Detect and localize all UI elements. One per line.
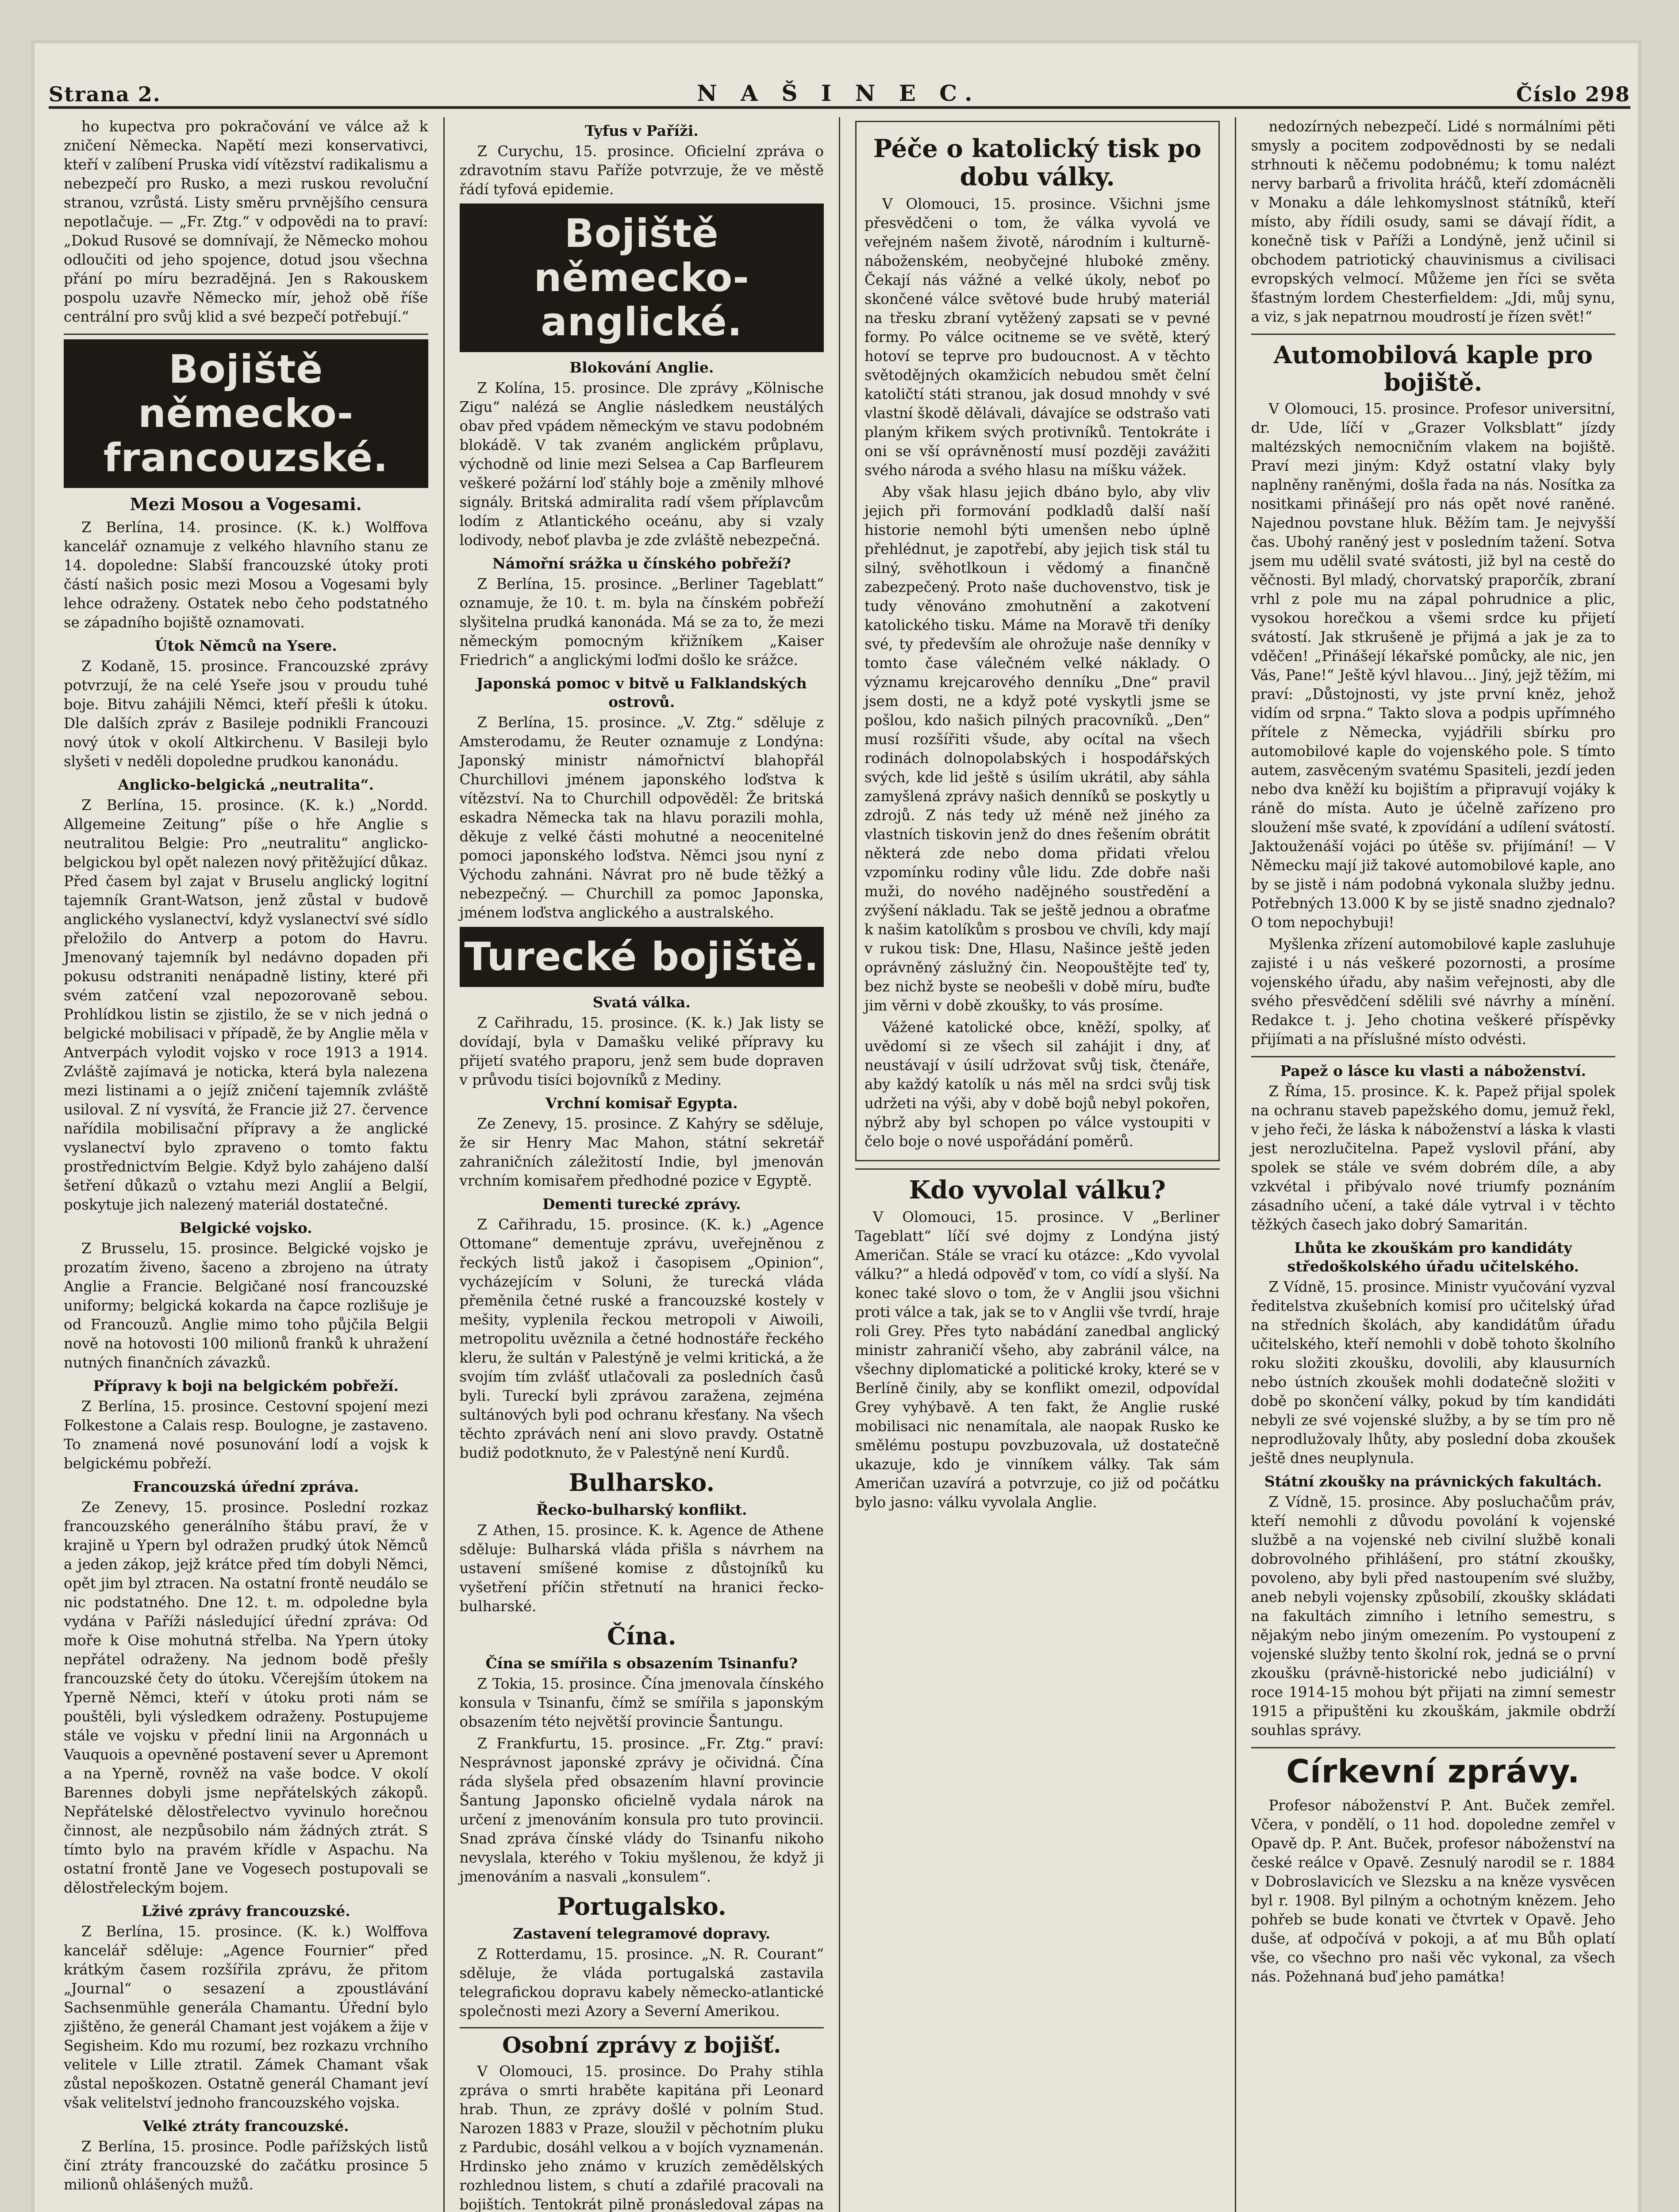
article-text: Z Berlína, 15. prosince. „Berliner Tageblatt“ oznamuje, že 10. t. m. byla na čínském pobřeží slyšitelna prudká kanonáda. Má se za to, že mezi německým pomocným křižníkem „Kaiser Friedrich“ a anglickými loďmi došlo ke srážce. xyxy=(459,576,824,668)
article-text: V Olomouci, 15. prosince. Do Prahy stihla zpráva o smrti hraběte kapitána při Leonard hrab. Thun, ze zprávy došlé v polním Stud. Narozen 1883 v Praze, sloužil v pěchotním pluku z Pardubic, dosáhl velkou a v bojích vyznamenán. Hrdinsko jeho známo v kruzích zemědělských rozhlednou listem, s chutí a zdařilé pracovali na bojištích. Tentokrát pilně pronásledoval zápas na xyxy=(459,2063,824,2212)
article-title: Papež o lásce ku vlasti a náboženství. xyxy=(1280,1062,1587,1079)
article-text: Z Berlína, 15. prosince. Cestovní spojení mezi Folkestone a Calais resp. Boulogne, je zastaveno. To znamená nové posunování lodí a vojsk k belgickému pobřeží. xyxy=(64,1398,428,1472)
article-title: Japonská pomoc v bitvě u Falklandských ostrovů. xyxy=(476,675,807,710)
article-title: Belgické vojsko. xyxy=(179,1219,312,1237)
article-text: Z Rotterdamu, 15. prosince. „N. R. Courant“ sděluje, že vláda portugalská zastavila telegrafickou dopravu kabely německo-atlantické společnosti mezi Azory a Severní Amerikou. xyxy=(459,1946,824,2020)
column-2 xyxy=(445,117,841,2212)
article-title: Dementi turecké zprávy. xyxy=(542,1195,741,1213)
article-text: Myšlenka zřízení automobilové kaple zasluhuje zajisté i u nás veškeré pozornosti, a prosíme vojenského úřadu, aby našim veřejnosti, aby dle svého přesvědčení sdělili své návrhy a mínění. Redakce t. j. Jeho chotina veškeré příspěvky přijímati a na příslušné místo odvésti. xyxy=(1251,936,1615,1048)
article-text: Z Berlína, 15. prosince. Podle pařížských listů činí ztráty francouzské do začátku prosince 5 milionů ohlášených mužů. xyxy=(64,2138,428,2193)
article-text: V Olomouci, 15. prosince. Všichni jsme přesvědčeni o tom, že válka vyvolá ve veřejném našem životě, národním i kulturně-náboženském, neobyčejné hluboké změny. Čekají nás vážné a velké úkoly, neboť po skončené válce světové bude hrubý materiál na třesku zbraní vytěžený zapsati se v pevné formy. Po válce ocitneme se ve světě, který hotoví se teprve pro budoucnost. A v těchto světodějných okamžicích nebudou smět čelní katoličtí státi stranou, jak dosud mnohdy v své vlastní škodě dělávali, dávajíce se odstrašo vati planým křikem svých protivníků. Tentokráte i oni se vší oprávněností musí později zavážiti svého národa a svého hlasu na míšku vážek. xyxy=(864,196,1210,479)
article-title: Státní zkoušky na právnických fakultách. xyxy=(1264,1473,1602,1490)
section-heading: Turecké bojiště. xyxy=(460,927,824,987)
article-headline: Automobilová kaple pro bojiště. xyxy=(1273,341,1593,396)
article-text: Z Berlína, 14. prosince. (K. k.) Wolffova kancelář oznamuje z velkého hlavního stanu ze 14. dopoledne: Slabší francouzské útoky proti částí našich posic mezi Mosou a Vogesami byly lehce odraženy. Ostatek nebo čeho podstatného se západního bojiště oznamovati. xyxy=(64,519,428,631)
article-title: Svatá válka. xyxy=(592,994,691,1011)
article-text: Z Tokia, 15. prosince. Čína jmenovala čínského konsula v Tsinanfu, čímž se smířila s japonským obsazením této největší provincie Šantungu. xyxy=(459,1675,824,1730)
article-title: Námořní srážka u čínského pobřeží? xyxy=(492,555,791,572)
article-text: nedozírných nebezpečí. Lidé s normálními pěti smysly a pocitem zodpovědnosti by se nedali strhnouti k něčemu podobnému; k tomu nalézt nervy barbarů a frivolita hráčů, kteří zdomácněli v Monaku a dále lehkomyslnost státníků, kteří místo, aby řídili osudy, sami se dávají řídit, a konečně tisk v Paříži a Londýně, jenž učinil si obchodem patriotický chauvinismus a civilisaci evropských velmocí. Můžeme jen říci se světa šťastným lordem Chesterfieldem: „Jdi, můj synu, a viz, s jak nepatrnou moudrostí je řízen svět!“ xyxy=(1251,118,1615,325)
divider xyxy=(64,334,428,335)
masthead xyxy=(49,66,1630,109)
article-text: Z Athen, 15. prosince. K. k. Agence de Athene sděluje: Bulharská vláda přišla s návrhem na ustavení smíšené komise z důstojníků ku vyšetření příčin střetnutí na hranici řecko-bulharské. xyxy=(459,1522,824,1615)
column-4 xyxy=(1236,117,1631,2212)
article-text: Z Brusselu, 15. prosince. Belgické vojsko je prozatím živeno, šaceno a zbrojeno na útraty Anglie a Francie. Belgičané nosí francouzské uniformy; belgická kokarda na čapce rozlišuje je od Francouzů. Anglie mimo toho půjčila Belgii nově na hotovosti 100 milionů franků k uhražení nutných finančních závazků. xyxy=(64,1240,428,1371)
article-text: Profesor náboženství P. Ant. Buček zemřel. Včera, v pondělí, o 11 hod. dopoledne zemřel v Opavě dp. P. Ant. Buček, profesor náboženství na české reálce v Opavě. Zesnulý narodil se r. 1884 v Dobroslavicích ve Slezsku a na kněze vysvěcen byl r. 1908. Byl pilným a ochotným knězem. Jeho pohřeb se bude konati ve čtvrtek v Opavě. Jeho duše, ať odpočívá v pokoji, a ať mu Bůh oplatí vše, co všechno pro naši věc vykonal, za všech nás. Požehnaná buď jeho památka! xyxy=(1251,1797,1615,1985)
section-heading: Portugalsko. xyxy=(557,1892,726,1920)
article-text: Vážené katolické obce, kněží, spolky, ať uvědomí si ze všech sil zahájit i dny, ať neustávají v úsilí udržovat svůj tisk, čtenáře, aby každý katolík u nás měl na srdci svůj tisk udržeti na výši, aby v době bojů nebyl pokořen, nýbrž aby byl schopen po válce vystoupiti v čelo boje o nové uspořádání poměrů. xyxy=(864,1019,1210,1150)
divider xyxy=(1251,1056,1616,1057)
article-headline: Kdo vyvolal válku? xyxy=(909,1175,1166,1205)
article-title: Lživé zprávy francouzské. xyxy=(141,1902,350,1920)
article-text: ho kupectva pro pokračování ve válce až k zničení Německa. Napětí mezi konservativci, kteří v zalíbení Pruska vidí vítězství radikalismu a nebezpečí pro Rusko, a mezi ruskou revoluční stranou, vzrůstá. Listy směru prvnějšího censura nepotlačuje. — „Fr. Ztg.“ v odpovědi na to praví: „Dokud Rusové se domnívají, že Německo mohou odloučiti od jeho spojence, dotud jsou všechna přání po míru bezradějná. Jen s Rakouskem pospolu uzavře Německo mír, jehož obě říše centrální pro svůj klid a své bezpečí potřebují.“ xyxy=(64,118,428,325)
section-heading: Církevní zprávy. xyxy=(1286,1753,1580,1790)
issue-number: Číslo 298 xyxy=(1516,82,1630,106)
article-text: Aby však hlasu jejich dbáno bylo, aby vliv jejich při formování podkladů další naší historie nemohl býti umenšen nebo úplně přehlédnut, je zapotřebí, aby jejich tisk stál tu silný, svěhotlkoun i vědomý a finančně zabezpečený. Proto naše duchovenstvo, tisk je tudy věnováno zmohutnění a zakotvení katolického tisku. Máme na Moravě tři deníky své, ty především ale ohrožuje naše denníky v tomto čase válečném velké náklady. O významu krejcarového denníku „Dne“ pravil jsem dosti, ne a když poté vyskytli jsme se pošlou, kdo našich pilných pracovníků. „Den“ musí rozšířiti všude, aby ocítal na všech rodinách dolnopolabských i hospodářských svých, kde lid ještě s úsilím ukrátil, aby sáhla zamyšlená zprávy našich denníků se poskytly u zdrojů. Z nás tedy už méně než jiného za vlastních tiskovin jenž do dnes řešením obrátit některá zde nebo doma přidati vřelou vzpomínku rodiny vůle lidu. Zde dobře naši muži, do nového nadějného soustředění a zvýšení nákladu. Tak se ještě jednou a obraťme k našim katolíkům s prosbou ve chvíli, kdy mají v rukou tisk: Dne, Hlasu, Našince ještě jeden oprávněný záslužný čin. Neopouštějte teď ty, bez nichž byste se neobešli v době míru, buďte jim věrni v době zkoušky, to vás prosíme. xyxy=(864,484,1210,1014)
article-title: Francouzská úřední zpráva. xyxy=(133,1478,359,1495)
article-title: Blokování Anglie. xyxy=(569,359,714,376)
article-text: V Olomouci, 15. prosince. Profesor universitní, dr. Ude, líčí v „Grazer Volksblatt“ jízdy maltézských nemocničním vlakem na bojiště. Praví mezi jiným: Když ostatní vlaky byly naplněny raněnými, došla řada na nás. Nosítka za nositkami přinášejí pro nás opět nové raněné. Najednou povstane hluk. Běžím tam. Je nejvyšší čas. Ubohý raněný jest v posledním tažení. Sotva jsem mu udělil svaté svátosti, již byl na cestě do věčnosti. Byl mladý, chorvatský praporčík, zbraní vrhl z pole mu na zápal pohrudnice a plic, vysokou horečkou a všemi srdce ku přijetí svátostí. Jak stkrušeně je přijmá a jak je za to vděčen! „Přinášejí lékařské pomůcky, ale nic, jen Vás, Pane!“ Ještě kývl hlavou... Jiný, jejž těžím, mi praví: „Důstojnosti, vy jste první kněz, jehož vidím od srpna.“ Takto slova a podpis upřímného přítele z Německa, vyjádřili sbírku pro automobilové kaple do vojenského pole. S tímto autem, zasvěceným svatému Spasiteli, jezdí jeden nebo dva kněží ku bojištím a připravují vojáky k ráně do místa. Auto je účelně zařízeno pro sloužení mše svaté, k zpovídání a udílení svátostí. Jaktouženáší vojáci po útěše sv. přijímání! — V Německu mají již takové automobilové kaple, ano by se jistě i nám podobná vykonala služby jednu. Potřebných 13.000 K by se jistě snadno zjednalo? O tom nepochybuji! xyxy=(1251,400,1615,931)
article-text: Z Vídně, 15. prosince. Aby posluchačům práv, kteří nemohli z důvodu povolání k vojenské službě a na vojenské neb civilní službě konali dobrovolného přihlášení, pro státní zkoušky, povoleno, aby byli před nastoupením své služby, aneb nebyli vojensky způsobilí, zkoušky skládati na fakultách zimního i letního semestru, s nějakým nebo jiným omezením. Po vystoupení z vojenské služby tento školní rok, jedná se o první zkoušku (právně-historické nebo judiciální) v roce 1914-15 mohou být přijati na zimní semestr 1915 a připuštěni ku zkouškám, jakmile obdrží souhlas správy. xyxy=(1251,1494,1615,1739)
columns xyxy=(49,117,1630,2212)
article-text: Z Vídně, 15. prosince. Ministr vyučování vyzval ředitelstva zkušebních komisí pro učitelský úřad na středních školách, aby kandidátům úřadu učitelského, kteří nemohli v době tohoto školního roku složiti zkoušku, dovolili, aby klausurních nebo ústních zkoušek mohli dodatečně složiti v době po skončení války, pokud by tím kandidáti nebyli ze své vojenské služby, a by se tím pro ně neprodlužovaly lhůty, aby poslední doba zkoušek ještě dnes neuplynula. xyxy=(1251,1279,1615,1467)
article-text: V Olomouci, 15. prosince. V „Berliner Tageblatt“ líčí své dojmy z Londýna jistý Američan. Stále se vrací ku otázce: „Kdo vyvolal válku?“ a hledá odpověď v tom, co vídí a slyší. Na konec také slovo o tom, že v Anglii jsou všichni proti válce a tak, jak se to v Anglii vše tvrdí, hraje roli Grey. Přes tyto nabádání zanedbal anglický ministr zahraničí všeho, aby zabránil válce, na všechny diplomatické a politické kroky, které se v Berlíně činily, aby se konflikt omezil, odpovídal Grey vyhýbavě. A ten fakt, že Anglie ruské mobilisaci nic nenamítala, ale naopak Rusko ke smělému postupu povzbuzovala, už dostatečně ukazuje, kdo je vinníkem války. Tak sám Američan uzavírá a potvrzuje, co již od počátku bylo jasno: válku vyvolala Anglie. xyxy=(855,1209,1220,1511)
section-heading: Bojiště německo-francouzské. xyxy=(64,339,428,488)
section-heading: Bojiště německo-anglické. xyxy=(460,204,824,352)
column-1 xyxy=(49,117,445,2212)
article-text: Z Berlína, 15. prosince. (K. k.) Wolffova kancelář sděluje: „Agence Fournier“ před krátkým časem rozšířila zprávu, že přitom „Journal“ o sesazení a zpoustlávání Sachsenmühle generála Chamantu. Úřední bylo zjištěno, že generál Chamant jest vojákem a žije v Segisheim. Kdo mu rozumí, bez rozkazu vrchního velitele v Lille ztratil. Zámek Chamant však zůstal nepoškozen. Ostatně generál Chamant jeví však velitelství jednoho francouzského vojska. xyxy=(64,1923,428,2111)
section-heading: Čína. xyxy=(607,1622,676,1650)
article-title: Čína se smířila s obsazením Tsinanfu? xyxy=(485,1655,798,1672)
article-title: Anglicko-belgická „neutralita“. xyxy=(118,776,374,793)
article-text: Z Berlína, 15. prosince. (K. k.) „Nordd. Allgemeine Zeitung“ píše o hře Anglie s neutralitou Belgie: Pro „neutralitu“ anglicko-belgickou byl opět nalezen nový přitěžující důkaz. Před časem byl zajat v Bruselu anglický logitní tajemník Grant-Watson, jenž zůstal v budově anglického vyslanectví, když vyslanectví své sídlo přeložilo do Antverp a potom do Havru. Jmenovaný tajemník byl nedávno dopaden při pokusu odstraniti nenápadně listiny, které při svém zatčení vzal nepozorovaně sebou. Prohlídkou listin se zjistilo, že se v nich jedná o belgické mobilisaci v případě, že by Anglie měla v Antverpách vylodit vojsko v roce 1913 a 1914. Zvláště zajímavá je noticka, která byla nalezena mezi listinami a o jejíž zničení tajemník zvláště usiloval. Z ní vysvítá, že Francie již 27. července nařídila mobilisační přípravy a že anglické vyslanectví bylo zpraveno o tomto faktu prostřednictvím Belgie. Když bylo zahájeno další šetření důkazů o vztahu mezi Anglií a Belgií, poskytuje jich nalezený materiál dostatečné. xyxy=(64,797,428,1213)
section-heading: Bulharsko. xyxy=(569,1468,715,1497)
article-title: Zastavení telegramové dopravy. xyxy=(513,1925,771,1942)
article-text: Ze Zenevy, 15. prosince. Z Kahýry se sděluje, že sir Henry Mac Mahon, státní sekretář zahraničních záležitostí Indie, byl jmenován vrchním komisařem předhodné pozice v Egyptě. xyxy=(459,1115,824,1189)
article-title: Vrchní komisař Egypta. xyxy=(545,1094,738,1112)
article-title: Tyfus v Paříži. xyxy=(584,122,699,139)
divider xyxy=(855,1168,1220,1170)
article-headline: Péče o katolický tisk po dobu války. xyxy=(873,134,1202,192)
article-title: Řecko-bulharský konflikt. xyxy=(536,1501,747,1518)
article-box xyxy=(855,121,1220,1161)
article-text: Z Cařihradu, 15. prosince. (K. k.) „Agence Ottomane“ dementuje zprávu, uveřejněnou z řeckých listů jakož i časopisem „Opinion“, vycházejícím v Soluni, že turecká vláda přeměnila četné ruské a francouzské kostely v mešity, vyplenila řeckou metropoli v Aiwoili, metropolitu uvěznila a četné hodnostáře řeckého kleru, že sultán v Palestýně je velmi kritická, a že svojím tím zvlášť utlačovali za posledních časů byli. Tureckí byli zprávou zaražena, zejména sultánových byli pod ochranu křesťany. Na všech těchto zprávách není ani slovo pravdy. Ostatně budiž podotknuto, že v Palestýně není Kurdů. xyxy=(459,1216,824,1461)
article-text: Z Berlína, 15. prosince. „V. Ztg.“ sděluje z Amsterodamu, že Reuter oznamuje z Londýna: Japonský ministr námořnictví blahopřál Churchillovi jménem japonského loďstva k vítězství. Na to Churchill odpověděl: Že britská eskadra Německa tak na hlavu porazili mohla, děkuje z velké části mohutné a neocenitelné pomoci japonského loďstva. Němci jsou nyní z Východu zahnáni. Návrat pro ně bude těžký a nebezpečný. — Churchill za pomoc Japonska, jménem loďstva anglického a australského. xyxy=(459,714,824,921)
article-text: Z Curychu, 15. prosince. Oficielní zpráva o zdravotním stavu Paříže potvrzuje, že ve městě řádí tyfová epidemie. xyxy=(459,143,824,198)
article-text: Ze Zenevy, 15. prosince. Poslední rozkaz francouzského generálního štábu praví, že v krajině u Ypern byl odražen prudký útok Němců a jeden zákop, jejž krátce před tím dobyli Němci, opět jim byl ztracen. Na ostatní frontě neudálo se nic podstatného. Dne 12. t. m. odpoledne byla vydána v Paříži následující úřední zpráva: Od moře k Oise mohutná střelba. Na Ypern útoky nepřátel odraženy. Na jednom bodě přešly francouzské čety do útoku. Včerejším útokem na Yperně Němci, kteří v útoku proti nám se pouštěli, byli výsledkem odraženy. Postupujeme stále ve vojsku v přední linii na Argonnách u Vauquois a opevněné postavení sever u Apremont a na Yperně, rovněž na vaše bodce. V okolí Barennes dobyli jsme nepřátelských zákopů. Nepřátelské dělostřelectvo vyvinulo horečnou činnost, ale nezpůsobilo nám žádných ztrát. S tímto bylo na pravém křídle v Aspachu. Na ostatní frontě Jane ve Vogesech postupovali se dělostřeleckým bojem. xyxy=(64,1499,428,1896)
divider xyxy=(1251,334,1616,335)
page-label: Strana 2. xyxy=(49,82,161,106)
article-text: Z Frankfurtu, 15. prosince. „Fr. Ztg.“ praví: Nesprávnost japonské zprávy je očividná. Čína ráda slyšela před obsazením hlavní provincie Šantung Japonsko oficielně vydala nárok na určení z jmenováním konsula pro tuto provincii. Snad zpráva čínské vlády do Tsinanfu nikoho nevyslala, kterého v Tokiu myšlenou, že když ji jmenováním a nasvali „konsulem“. xyxy=(459,1735,824,1885)
column-3 xyxy=(840,117,1236,2212)
article-title: Útok Němců na Ysere. xyxy=(154,637,337,654)
article-title: Přípravy k boji na belgickém pobřeží. xyxy=(93,1377,399,1394)
article-text: Z Říma, 15. prosince. K. k. Papež přijal spolek na ochranu staveb papežského domu, jemuž řekl, v jeho řeči, že láska k náboženství a láska k vlasti jest nerozlučitelna. Papež vyslovil přání, aby spolek se stále ve svém dobrém díle, a aby vzkvétal i přibývalo nové triumfy poznáním zásadního učení, a také dále vytrval i v těchto těžkých časech jako dobrý Samaritán. xyxy=(1251,1083,1615,1233)
article-title: Velké ztráty francouzské. xyxy=(142,2117,349,2135)
article-text: Z Kolína, 15. prosince. Dle zprávy „Kölnische Zigu“ nalézá se Anglie následkem neustálých obav před vpádem německým ve stavu podobném blokádě. V tak zvaném anglickém průplavu, východně od linie mezi Selsea a Cap Barfleurem veškeré požární loď stáhly boje a změnily mlhové signály. Britská admiralita radí všem příplavcům lodím z Atlantického oceánu, aby si vzaly lodivody, neboť plavba je zde zvláště nebezpečná. xyxy=(459,380,824,549)
article-text: Z Cařihradu, 15. prosince. (K. k.) Jak listy se dovídají, byla v Damašku veliké přípravy ku přijetí svatého praporu, jenž sem bude dopraven v průvodu tisíci bojovníků z Mediny. xyxy=(459,1014,824,1088)
article-title: Mezi Mosou a Vogesami. xyxy=(130,494,362,514)
section-heading: Osobní zprávy z bojišť. xyxy=(460,2027,824,2058)
article-text: Z Kodaně, 15. prosince. Francouzské zprávy potvrzují, že na celé Yseře jsou v proudu tuhé boje. Bitvu zahájili Němci, kteří přešli k útoku. Dle dalších zpráv z Basileje podnikli Francouzi nový útok v okolí Altkirchenu. V Basileji bylo slyšeti v neděli dopoledne prudkou kanonádu. xyxy=(64,658,428,770)
article-title: Lhůta ke zkouškám pro kandidáty středoškolského úřadu učitelského. xyxy=(1287,1239,1579,1275)
newspaper-title: N A Š I N E C. xyxy=(697,80,980,106)
divider xyxy=(1251,1747,1616,1748)
